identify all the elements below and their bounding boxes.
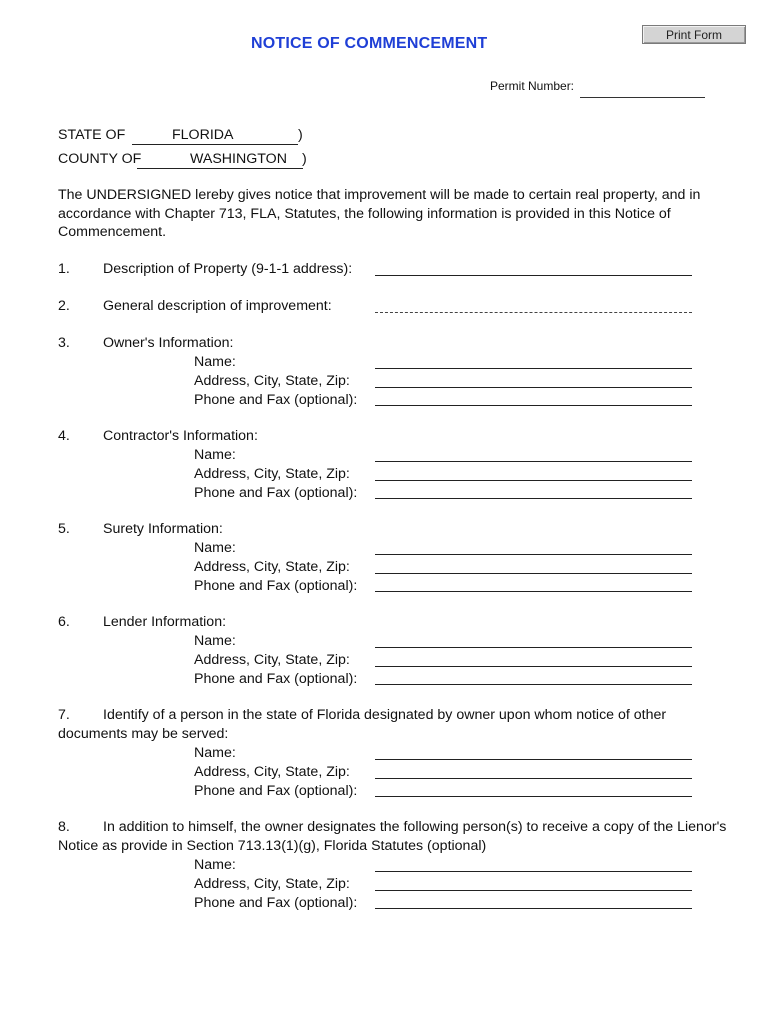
designee-name-label: Name: — [194, 745, 236, 761]
section-8-text-line1: In addition to himself, the owner designates the following person(s) to receive a copy of the Lienor's — [103, 819, 727, 835]
section-1-number: 1. — [58, 261, 70, 277]
state-value[interactable]: FLORIDA — [172, 127, 234, 143]
surety-name-label: Name: — [194, 540, 236, 556]
page-title: NOTICE OF COMMENCEMENT — [251, 35, 488, 52]
section-5-label: Surety Information: — [103, 521, 223, 537]
designee-address-field[interactable] — [375, 778, 692, 779]
permit-number-label: Permit Number: — [490, 79, 575, 93]
improvement-description-field[interactable] — [375, 312, 692, 313]
county-close-paren: ) — [302, 151, 307, 167]
copy-recipient-address-field[interactable] — [375, 890, 692, 891]
section-6-label: Lender Information: — [103, 614, 227, 630]
contractor-name-field[interactable] — [375, 461, 692, 462]
owner-address-label: Address, City, State, Zip: — [194, 373, 350, 389]
surety-address-field[interactable] — [375, 573, 692, 574]
lender-name-label: Name: — [194, 633, 236, 649]
print-form-button[interactable]: Print Form — [642, 25, 746, 44]
surety-address-label: Address, City, State, Zip: — [194, 559, 350, 575]
section-8-number: 8. — [58, 819, 70, 835]
state-label: STATE OF — [58, 127, 126, 143]
section-1-label: Description of Property (9-1-1 address): — [103, 261, 353, 277]
section-4-number: 4. — [58, 428, 70, 444]
county-underline — [137, 168, 303, 169]
section-2-number: 2. — [58, 298, 70, 314]
section-7-text-line1: Identify of a person in the state of Florida designated by owner upon whom notice of other — [103, 707, 667, 723]
section-7-number: 7. — [58, 707, 70, 723]
surety-name-field[interactable] — [375, 554, 692, 555]
section-2-label: General description of improvement: — [103, 298, 332, 314]
lender-phone-label: Phone and Fax (optional): — [194, 671, 358, 687]
surety-phone-label: Phone and Fax (optional): — [194, 578, 358, 594]
owner-phone-label: Phone and Fax (optional): — [194, 392, 358, 408]
intro-paragraph: The UNDERSIGNED lereby gives notice that improvement will be made to certain real property, and in accordance with Chapter 713, FLA, Statutes, the following information is provided in this Notice of Commencement. — [58, 187, 701, 240]
section-6-number: 6. — [58, 614, 70, 630]
owner-name-label: Name: — [194, 354, 236, 370]
owner-name-field[interactable] — [375, 368, 692, 369]
permit-number-field[interactable] — [580, 97, 705, 98]
copy-recipient-phone-field[interactable] — [375, 908, 692, 909]
copy-recipient-name-label: Name: — [194, 857, 236, 873]
contractor-address-label: Address, City, State, Zip: — [194, 466, 350, 482]
county-label: COUNTY OF — [58, 151, 142, 167]
contractor-name-label: Name: — [194, 447, 236, 463]
state-close-paren: ) — [298, 127, 303, 143]
designee-phone-label: Phone and Fax (optional): — [194, 783, 358, 799]
contractor-phone-label: Phone and Fax (optional): — [194, 485, 358, 501]
section-8-text-line2: Notice as provide in Section 713.13(1)(g), Florida Statutes (optional) — [58, 838, 487, 854]
section-3-number: 3. — [58, 335, 70, 351]
state-underline — [132, 144, 298, 145]
county-value[interactable]: WASHINGTON — [190, 151, 287, 167]
designee-name-field[interactable] — [375, 759, 692, 760]
surety-phone-field[interactable] — [375, 591, 692, 592]
owner-address-field[interactable] — [375, 387, 692, 388]
lender-phone-field[interactable] — [375, 684, 692, 685]
property-description-field[interactable] — [375, 275, 692, 276]
designee-phone-field[interactable] — [375, 796, 692, 797]
designee-address-label: Address, City, State, Zip: — [194, 764, 350, 780]
section-5-number: 5. — [58, 521, 70, 537]
copy-recipient-phone-label: Phone and Fax (optional): — [194, 895, 358, 911]
owner-phone-field[interactable] — [375, 405, 692, 406]
lender-address-label: Address, City, State, Zip: — [194, 652, 350, 668]
section-7-text-line2: documents may be served: — [58, 726, 229, 742]
copy-recipient-name-field[interactable] — [375, 871, 692, 872]
section-3-label: Owner's Information: — [103, 335, 234, 351]
lender-name-field[interactable] — [375, 647, 692, 648]
section-4-label: Contractor's Information: — [103, 428, 258, 444]
lender-address-field[interactable] — [375, 666, 692, 667]
contractor-phone-field[interactable] — [375, 498, 692, 499]
copy-recipient-address-label: Address, City, State, Zip: — [194, 876, 350, 892]
contractor-address-field[interactable] — [375, 480, 692, 481]
